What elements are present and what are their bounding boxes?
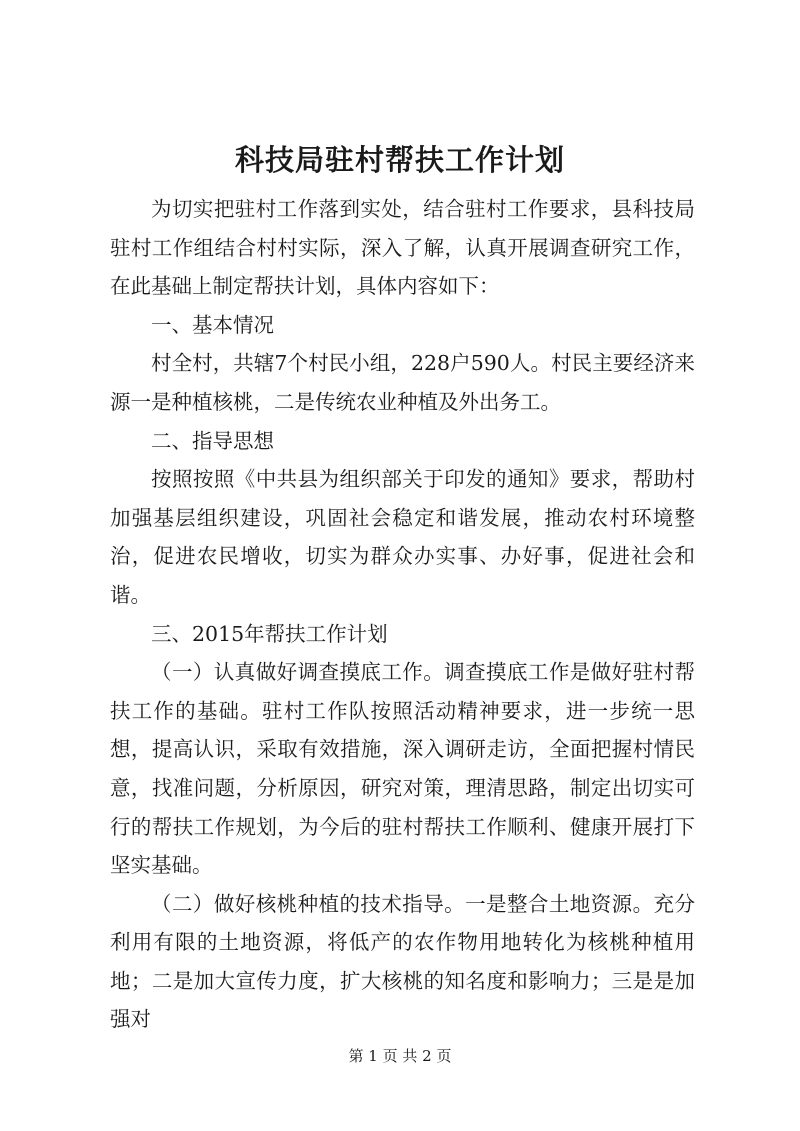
document-title: 科技局驻村帮扶工作计划 — [234, 143, 565, 177]
plan-item-1-paragraph: （一）认真做好调查摸底工作。调查摸底工作是做好驻村帮扶工作的基础。驻村工作队按照活动精神要求，进一步统一思想，提高认识，采取有效措施，深入调研走访，全面把握村情民意，找准问题，分析原因，研究对策，理清思路，制定出切实可行的帮扶工作规划，为今后的驻村帮扶工作顺利、健康开展打下坚实基础。 — [110, 660, 695, 878]
document-body — [110, 190, 695, 1039]
section-heading-guiding-ideology: 二、指导思想 — [151, 428, 274, 453]
guiding-ideology-paragraph: 按照按照《中共县为组织部关于印发的通知》要求，帮助村加强基层组织建设，巩固社会稳定和谐发展，推动农村环境整治，促进农民增收，切实为群众办实事、办好事，促进社会和谐。 — [110, 467, 695, 607]
plan-item-2-paragraph: （二）做好核桃种植的技术指导。一是整合土地资源。充分利用有限的土地资源，将低产的农作物用地转化为核桃种植用地；二是加大宣传力度，扩大核桃的知名度和影响力；三是是加强对 — [110, 891, 695, 1032]
basic-situation-paragraph: 村全村，共辖7个村民小组，228户590人。村民主要经济来源一是种植核桃，二是传统农业种植及外出务工。 — [110, 351, 695, 414]
section-heading-basic-situation: 一、基本情况 — [151, 312, 274, 337]
page-number-footer: 第 1 页 共 2 页 — [348, 1047, 452, 1065]
intro-paragraph: 为切实把驻村工作落到实处，结合驻村工作要求，县科技局驻村工作组结合村村实际，深入了解，认真开展调查研究工作，在此基础上制定帮扶计划，具体内容如下： — [110, 197, 695, 299]
section-heading-2015-plan: 三、2015年帮扶工作计划 — [151, 621, 388, 646]
